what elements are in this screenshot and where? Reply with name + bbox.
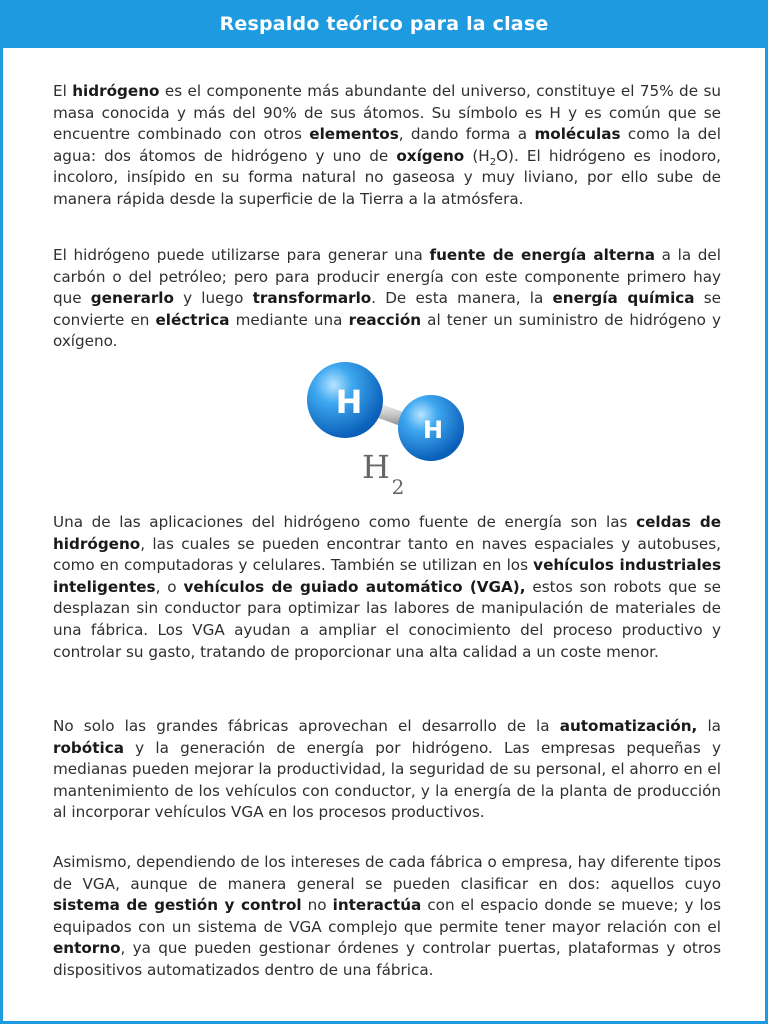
atom-label-large: H (335, 383, 363, 421)
text-run: la (697, 717, 721, 735)
text-run: , dando forma a (398, 125, 535, 144)
atom-small (398, 395, 464, 461)
paragraph-hydrogen-cells (53, 512, 721, 663)
text-run: Una de las aplicaciones del hidrógeno como fuente de energía son las (53, 513, 637, 531)
bold-term: energía química (552, 289, 695, 308)
text-run: y la generación de energía por hidrógeno. Las empresas pequeñas y medianas pueden mejorar la productividad, la seguridad de su personal, el ahorro en el mantenimiento de los vehículos con conductor, y la energía de la planta de producción al incorporar vehículos VGA en los procesos productivos. (53, 738, 721, 822)
hydrogen-molecule-icon (293, 362, 483, 502)
bold-term: automatización, (559, 717, 698, 735)
text-run: . De esta manera, la (371, 289, 553, 308)
text-run: como la del agua: dos átomos de hidrógeno y uno de (53, 125, 721, 165)
paragraph-vga-types (53, 852, 721, 982)
paragraph-automation (53, 716, 721, 824)
paragraph-hydrogen-intro (53, 81, 721, 211)
bold-term: celdas de hidrógeno (53, 513, 721, 553)
atom-label-small: H (422, 416, 444, 444)
text-run: no (301, 896, 333, 915)
bold-term: reacción (348, 310, 422, 329)
text-run: a la del carbón o del petróleo; pero para producir energía con este componente primero hay que (53, 246, 721, 308)
bold-term: vehículos industriales inteligentes (53, 556, 721, 596)
text-run: El (53, 82, 73, 100)
bold-term: hidrógeno (72, 82, 160, 100)
text-run: , las cuales se pueden encontrar tanto en naves espaciales y autobuses, como en computadoras y celulares. También se utilizan en los (53, 534, 721, 575)
text-run: estos son robots que se desplazan sin conductor para optimizar las labores de manipulación de materiales de una fábrica. Los VGA ayudan a ampliar el conocimiento del proceso productivo y controlar su gasto, tratando de proporcionar una alta calidad a un coste menor. (53, 577, 721, 661)
subscript: 2 (489, 156, 497, 168)
text-run: es el componente más abundante del universo, constituye el 75% de su masa conocida y más del 90% de sus átomos. Su símbolo es H y es común que se encuentre combinado con otros (53, 82, 721, 144)
bold-term: interactúa (332, 896, 422, 915)
formula-subscript: 2 (391, 475, 405, 499)
formula-symbol: H (362, 448, 390, 486)
text-run: O). El hidrógeno es inodoro, incoloro, insípido en su forma natural no gaseosa y muy liviano, por ello sube de manera rápida desde la superficie de la Tierra a la atmósfera. (53, 146, 721, 208)
text-run: al tener un suministro de hidrógeno y oxígeno. (53, 310, 721, 351)
bold-term: eléctrica (155, 310, 230, 329)
text-run: El hidrógeno puede utilizarse para generar una (53, 246, 430, 264)
header-title: Respaldo teórico para la clase (219, 13, 549, 35)
header-bar (3, 0, 765, 48)
text-run: se convierte en (53, 289, 721, 329)
text-run: con el espacio donde se mueve; y los equipados con un sistema de VGA complejo que permite tener mayor relación con el (53, 896, 721, 936)
bold-term: robótica (53, 738, 124, 757)
bold-term: vehículos de guiado automático (VGA), (183, 577, 526, 596)
text-run: Asimismo, dependiendo de los intereses de cada fábrica o empresa, hay diferente tipos de VGA, aunque de manera general se pueden clasificar en dos: aquellos cuyo (53, 853, 721, 893)
bold-term: oxígeno (396, 146, 465, 165)
text-run: (H (464, 146, 490, 165)
atom-large (307, 362, 383, 438)
bold-term: fuente de energía alterna (429, 246, 655, 264)
bold-term: entorno (53, 939, 121, 958)
text-run: No solo las grandes fábricas aprovechan el desarrollo de la (53, 717, 560, 735)
text-run: , o (155, 577, 184, 596)
text-run: y luego (173, 289, 253, 308)
formula-h2 (362, 448, 404, 499)
text-run: , ya que pueden gestionar órdenes y controlar puertas, plataformas y otros dispositivos automatizados dentro de una fábrica. (53, 939, 721, 979)
bold-term: sistema de gestión y control (53, 896, 302, 915)
bold-term: generarlo (90, 289, 174, 308)
text-run: mediante una (229, 310, 349, 329)
bold-term: elementos (309, 125, 399, 144)
bold-term: transformarlo (252, 289, 372, 308)
bold-term: moléculas (534, 125, 621, 144)
paragraph-energy-source (53, 245, 721, 353)
